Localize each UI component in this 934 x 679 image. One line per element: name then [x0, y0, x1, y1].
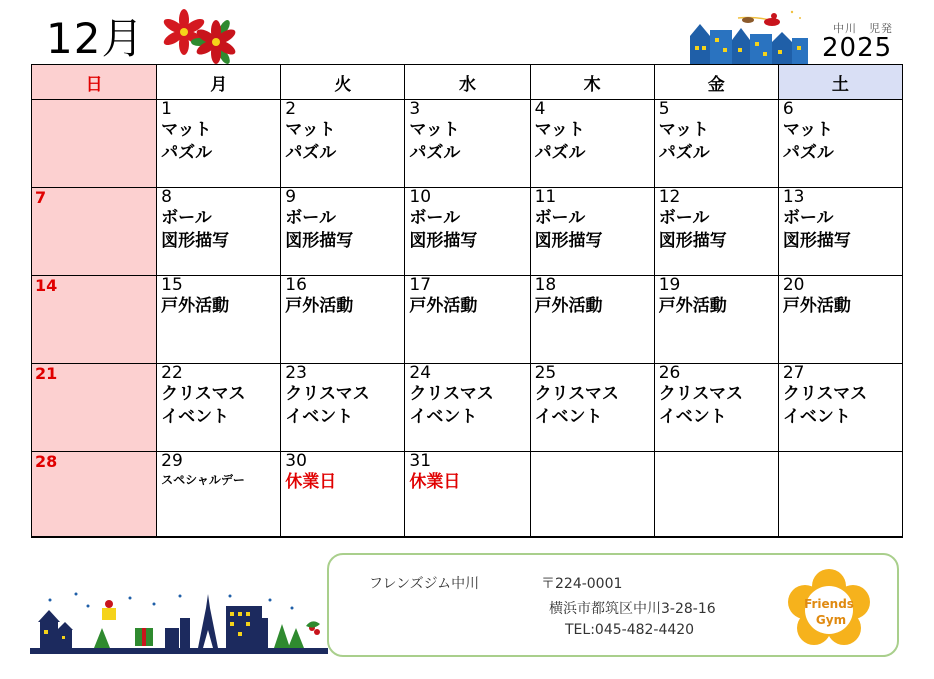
day-number: 17 [409, 275, 432, 295]
day-number: 30 [285, 451, 307, 471]
night-city-icon [30, 588, 330, 656]
event-label: マット [409, 120, 460, 140]
day-number: 1 [161, 99, 172, 119]
weekday-wednesday: 水 [405, 65, 530, 100]
day-number: 11 [534, 187, 557, 207]
event-label: マット [285, 120, 336, 140]
event-label: 戸外活動 [285, 296, 354, 316]
day-cell [530, 452, 654, 538]
poinsettia-icon [158, 8, 244, 64]
event-label: イベント [782, 407, 851, 427]
day-cell [157, 188, 281, 276]
day-cell [530, 100, 654, 188]
day-cell [281, 188, 405, 276]
weekday-tuesday: 火 [281, 65, 405, 100]
event-label: 休業日 [409, 472, 461, 492]
day-cell [32, 100, 157, 188]
day-number: 3 [409, 99, 421, 119]
event-label: 戸外活動 [534, 296, 603, 316]
month-title: 12月 [46, 14, 145, 63]
event-label: パズル [409, 143, 461, 163]
school-name: 中川 児発 [833, 22, 893, 35]
event-label: クリスマス [285, 384, 370, 404]
day-cell [530, 364, 654, 452]
day-number: 14 [35, 276, 58, 295]
event-label: 休業日 [285, 472, 337, 492]
day-number: 4 [534, 99, 546, 119]
event-label: 図形描写 [658, 231, 727, 251]
day-number: 8 [161, 187, 172, 207]
event-label: ボール [534, 208, 586, 228]
logo-text-gym: Gym [815, 613, 847, 627]
day-cell [778, 452, 902, 538]
friends-gym-logo [787, 568, 871, 646]
event-label: クリスマス [409, 384, 494, 404]
day-number: 28 [35, 452, 58, 471]
day-number: 6 [782, 99, 794, 119]
event-label: パズル [534, 143, 586, 163]
day-number: 21 [35, 364, 58, 383]
calendar-table [31, 64, 903, 538]
weekday-saturday: 土 [778, 65, 902, 100]
event-label: クリスマス [534, 384, 619, 404]
day-number: 12 [658, 187, 681, 207]
day-cell [157, 276, 281, 364]
day-cell [654, 100, 778, 188]
event-label: クリスマス [161, 384, 246, 404]
facility-name: フレンズジム中川 [369, 576, 480, 592]
event-label: ボール [161, 208, 212, 228]
event-label: ボール [285, 208, 336, 228]
day-cell [654, 452, 778, 538]
day-number: 9 [285, 187, 297, 207]
event-label: イベント [534, 407, 603, 427]
address: 横浜市都筑区中川3-28-16 [549, 601, 716, 617]
event-label: マット [782, 120, 834, 140]
weekday-header-row [32, 65, 903, 100]
day-number: 13 [782, 187, 805, 207]
day-number: 5 [658, 99, 670, 119]
day-number: 15 [161, 275, 183, 295]
day-number: 10 [409, 187, 432, 207]
day-number: 20 [782, 275, 805, 295]
day-cell [530, 276, 654, 364]
day-cell [281, 364, 405, 452]
contact-box [327, 553, 899, 657]
week-row [32, 452, 903, 538]
event-label: 図形描写 [161, 231, 230, 251]
phone-number: TEL:045-482-4420 [565, 622, 695, 638]
event-label: パズル [782, 143, 834, 163]
weekday-monday: 月 [157, 65, 281, 100]
event-label: 図形描写 [409, 231, 478, 251]
day-cell [157, 100, 281, 188]
day-number: 25 [534, 363, 557, 383]
week-row [32, 188, 903, 276]
week-row [32, 100, 903, 188]
event-label: 図形描写 [534, 231, 603, 251]
day-number: 31 [409, 451, 432, 471]
weekday-friday: 金 [654, 65, 778, 100]
day-number: 26 [658, 363, 681, 383]
day-cell [157, 452, 281, 538]
event-label: 戸外活動 [409, 296, 478, 316]
event-label: ボール [409, 208, 461, 228]
day-cell [405, 452, 530, 538]
day-cell [281, 452, 405, 538]
day-number: 18 [534, 275, 557, 295]
day-number: 29 [161, 451, 183, 471]
week-row [32, 276, 903, 364]
day-cell [778, 188, 902, 276]
event-label: 図形描写 [782, 231, 851, 251]
day-cell [405, 188, 530, 276]
event-label: マット [161, 120, 212, 140]
week-row [32, 364, 903, 452]
day-cell [778, 364, 902, 452]
event-label: クリスマス [782, 384, 868, 404]
santa-sleigh-icon [738, 11, 801, 26]
day-number: 27 [782, 363, 805, 383]
day-cell [654, 188, 778, 276]
event-label: 戸外活動 [161, 296, 230, 316]
day-cell [32, 452, 157, 538]
day-number: 2 [285, 99, 297, 119]
logo-text-friends: Friends [804, 597, 854, 611]
event-label: 図形描写 [285, 231, 354, 251]
event-label: マット [534, 120, 585, 140]
event-label: 戸外活動 [658, 296, 727, 316]
day-number: 16 [285, 275, 307, 295]
day-cell [32, 364, 157, 452]
event-label: 戸外活動 [782, 296, 851, 316]
event-label: イベント [409, 407, 478, 427]
event-label: イベント [161, 407, 230, 427]
day-cell [405, 276, 530, 364]
event-label: イベント [285, 407, 354, 427]
event-label: パズル [285, 143, 337, 163]
event-label: ボール [782, 208, 834, 228]
weekday-sunday: 日 [32, 65, 157, 100]
event-label: パズル [161, 143, 213, 163]
day-cell [157, 364, 281, 452]
event-label: クリスマス [658, 384, 744, 404]
year-label: 2025 [822, 33, 893, 63]
weekday-thursday: 木 [530, 65, 654, 100]
day-number: 22 [161, 363, 183, 383]
event-label: ボール [658, 208, 710, 228]
day-cell [530, 188, 654, 276]
event-label: イベント [658, 407, 727, 427]
day-number: 23 [285, 363, 307, 383]
day-cell [654, 364, 778, 452]
day-cell [778, 100, 902, 188]
day-cell [32, 188, 157, 276]
day-cell [654, 276, 778, 364]
day-number: 7 [35, 188, 47, 207]
snowy-town-icon [688, 6, 810, 64]
event-label: マット [658, 120, 710, 140]
day-cell [32, 276, 157, 364]
day-cell [405, 100, 530, 188]
event-label: スペシャルデー [161, 473, 245, 487]
day-number: 24 [409, 363, 432, 383]
postal-code: 〒224-0001 [541, 576, 623, 592]
day-cell [778, 276, 902, 364]
day-cell [405, 364, 530, 452]
day-cell [281, 276, 405, 364]
day-cell [281, 100, 405, 188]
day-number: 19 [658, 275, 681, 295]
event-label: パズル [658, 143, 710, 163]
